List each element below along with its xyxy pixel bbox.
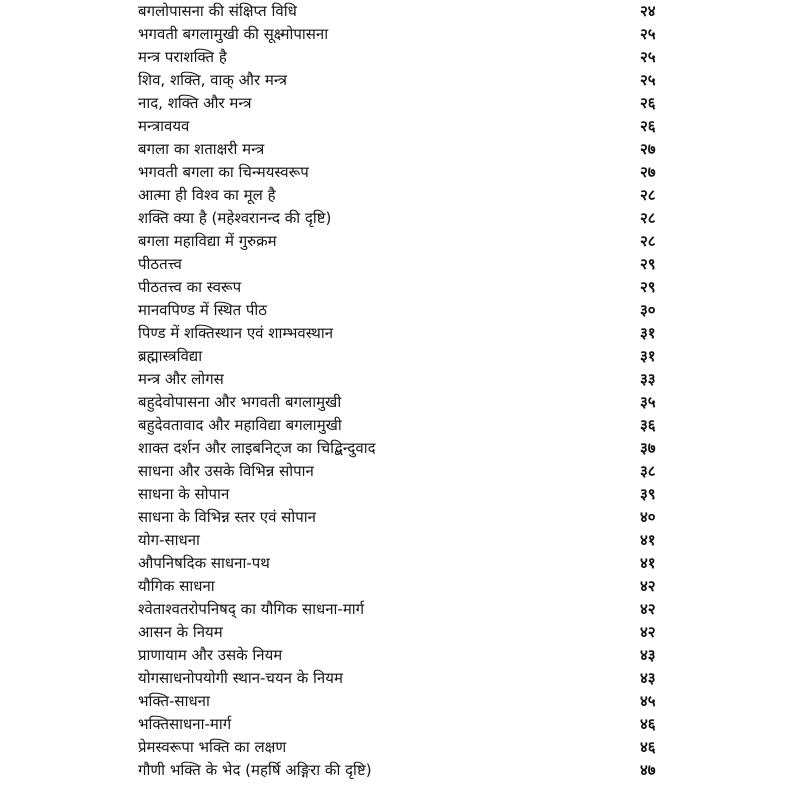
- toc-entry: [0, 300, 800, 323]
- toc-entry-title: ब्रह्मास्त्रविद्या: [138, 347, 203, 365]
- toc-entry-title: प्राणायाम और उसके नियम: [138, 646, 283, 664]
- toc-entry: [0, 93, 800, 116]
- toc-entry: [0, 116, 800, 139]
- toc-entry: [0, 438, 800, 461]
- toc-entry-title: यौगिक साधना: [138, 577, 215, 595]
- toc-entry: [0, 208, 800, 231]
- toc-entry-title: बगलोपासना की संक्षिप्त विधि: [138, 2, 297, 20]
- toc-entry-page: २८: [640, 186, 656, 204]
- toc-entry: [0, 461, 800, 484]
- toc-entry: [0, 530, 800, 553]
- toc-entry-page: ३५: [640, 393, 656, 411]
- toc-entry-page: ४७: [640, 761, 656, 779]
- toc-entry-title: पीठतत्त्व का स्वरूप: [138, 278, 242, 296]
- toc-entry-title: मानवपिण्ड में स्थित पीठ: [138, 301, 268, 319]
- toc-entry-title: साधना के विभिन्न स्तर एवं सोपान: [138, 508, 316, 526]
- toc-entry: [0, 1, 800, 24]
- toc-entry: [0, 645, 800, 668]
- toc-entry-title: साधना के सोपान: [138, 485, 230, 503]
- toc-entry: [0, 622, 800, 645]
- toc-entry-title: शक्ति क्या है (महेश्वरानन्द की दृष्टि): [138, 209, 332, 227]
- toc-entry: [0, 277, 800, 300]
- toc-entry-title: नाद, शक्ति और मन्त्र: [138, 94, 252, 112]
- toc-entry-page: २६: [640, 117, 656, 135]
- toc-entry-title: बहुदेवतावाद और महाविद्या बगलामुखी: [138, 416, 342, 434]
- toc-entry-title: आत्मा ही विश्व का मूल है: [138, 186, 276, 204]
- toc-entry-title: भक्ति-साधना: [138, 692, 210, 710]
- toc-entry: [0, 737, 800, 760]
- toc-entry-page: ३९: [640, 485, 656, 503]
- toc-entry: [0, 323, 800, 346]
- toc-entry-page: ४१: [640, 554, 656, 572]
- toc-entry-title: भगवती बगलामुखी की सूक्ष्मोपासना: [138, 25, 329, 43]
- toc-entry: [0, 507, 800, 530]
- toc-entry: [0, 24, 800, 47]
- toc-entry-page: ४१: [640, 531, 656, 549]
- toc-entry-page: ४२: [640, 577, 656, 595]
- toc-entry: [0, 70, 800, 93]
- toc-entry: [0, 185, 800, 208]
- toc-entry-page: २५: [640, 71, 656, 89]
- toc-entry-title: पीठतत्त्व: [138, 255, 182, 273]
- toc-entry-page: ४२: [640, 623, 656, 641]
- toc-entry-page: ४५: [640, 692, 656, 710]
- toc-entry-title: औपनिषदिक साधना-पथ: [138, 554, 270, 572]
- toc-entry-page: २८: [640, 232, 656, 250]
- toc-entry-page: ३०: [640, 301, 656, 319]
- toc-entry: [0, 369, 800, 392]
- toc-entry-title: योगसाधनोपयोगी स्थान-चयन के नियम: [138, 669, 343, 687]
- toc-entry: [0, 392, 800, 415]
- toc-entry: [0, 346, 800, 369]
- toc-entry-title: बगला का शताक्षरी मन्त्र: [138, 140, 265, 158]
- toc-entry-title: भक्तिसाधना-मार्ग: [138, 715, 232, 733]
- toc-entry-page: ३१: [640, 347, 656, 365]
- toc-entry-page: ३६: [640, 416, 656, 434]
- toc-entry: [0, 162, 800, 185]
- toc-entry-page: २५: [640, 25, 656, 43]
- toc-entry: [0, 760, 800, 783]
- toc-entry-page: २९: [640, 278, 656, 296]
- toc-entry-title: मन्त्र और लोगस: [138, 370, 224, 388]
- toc-entry-page: ४०: [640, 508, 656, 526]
- toc-entry-title: प्रेमस्वरूपा भक्ति का लक्षण: [138, 738, 287, 756]
- toc-entry-title: बहुदेवोपासना और भगवती बगलामुखी: [138, 393, 342, 411]
- toc-entry: [0, 415, 800, 438]
- toc-entry-title: गौणी भक्ति के भेद (महर्षि अङ्गिरा की दृष्टि): [138, 761, 372, 779]
- toc-entry-title: शिव, शक्ति, वाक् और मन्त्र: [138, 71, 288, 89]
- toc-entry-title: मन्त्रावयव: [138, 117, 190, 135]
- toc-entry: [0, 714, 800, 737]
- toc-entry-title: भगवती बगला का चिन्मयस्वरूप: [138, 163, 309, 181]
- toc-entry: [0, 576, 800, 599]
- toc-entry-title: आसन के नियम: [138, 623, 223, 641]
- toc-entry-page: २४: [640, 2, 656, 20]
- toc-entry: [0, 484, 800, 507]
- toc-entry-page: २९: [640, 255, 656, 273]
- toc-entry-page: ४६: [640, 738, 656, 756]
- toc-entry: [0, 553, 800, 576]
- toc-entry-title: श्वेताश्वतरोपनिषद् का यौगिक साधना-मार्ग: [138, 600, 365, 618]
- toc-entry-title: योग-साधना: [138, 531, 200, 549]
- toc-entry-page: ३७: [640, 439, 656, 457]
- toc-entry-page: ४६: [640, 715, 656, 733]
- toc-entry-page: ४२: [640, 600, 656, 618]
- toc-entry-title: शाक्त दर्शन और लाइबनिट्ज का चिद्बिन्दुवाद: [138, 439, 376, 457]
- toc-entry-title: साधना और उसके विभिन्न सोपान: [138, 462, 314, 480]
- toc-entry-title: मन्त्र पराशक्ति है: [138, 48, 227, 66]
- toc-entry-page: ४३: [640, 669, 656, 687]
- toc-entry-page: ३१: [640, 324, 656, 342]
- toc-entry: [0, 599, 800, 622]
- toc-entry-page: ३८: [640, 462, 656, 480]
- toc-entry-page: २५: [640, 48, 656, 66]
- toc-entry-page: २७: [640, 140, 656, 158]
- toc-entry-page: २७: [640, 163, 656, 181]
- toc-entry-page: ३३: [640, 370, 656, 388]
- toc-entry-title: बगला महाविद्या में गुरुक्रम: [138, 232, 277, 250]
- toc-entry-title: पिण्ड में शक्तिस्थान एवं शाम्भवस्थान: [138, 324, 334, 342]
- toc-entry-page: २६: [640, 94, 656, 112]
- toc-entry-page: २८: [640, 209, 656, 227]
- toc-entry: [0, 254, 800, 277]
- toc-entry: [0, 47, 800, 70]
- toc-entry-page: ४३: [640, 646, 656, 664]
- toc-entry: [0, 139, 800, 162]
- toc-entry: [0, 668, 800, 691]
- toc-entry: [0, 691, 800, 714]
- toc-entry: [0, 231, 800, 254]
